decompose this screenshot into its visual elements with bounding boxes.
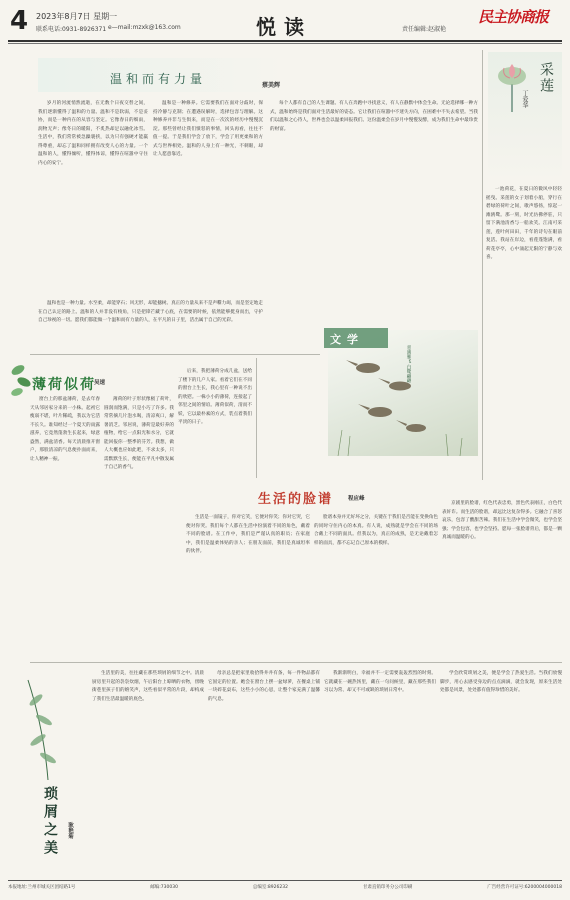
main-article-col4: 每个人都有自己的人生课题。有人在奔跑中寻找意义，有人在静默中体会生命。无论选择哪一种方式，温和始终是我们面对生活最好的姿态。它让我们在喧嚣中不迷失方向，在困难中不失去希望。当我们以温和之心待人，世界也会以温柔回报我们。这份温柔会在岁月中慢慢发酵，成为我们生命中最珍贵的财富。 (270, 101, 478, 132)
issue-date: 2023年8月7日 星期一 (36, 12, 118, 21)
header-rule (8, 40, 562, 42)
life-author: 程应峰 (348, 496, 365, 502)
fern-illustration-icon (8, 670, 88, 780)
egret-birds-icon (328, 330, 478, 456)
photo-caption: 青蒲雁飞 白鹭翩翩 (406, 345, 411, 383)
main-article-col2: 温和是一种修养。它需要我们在面对分歧时，保持冷静与克制；在遭遇误解时，选择包容与理解。这种修养并非与生俱来，而是在一次次的经历中慢慢沉淀。那些曾经让我们愤怒的事情，回头再看，往往不值一提。于是我们学会了放下，学会了用更柔和的方式与世界相处。温和的人身上有一种光，不刺眼，却让人愿意靠近。 (153, 101, 263, 157)
qiong-col2: 母亲总是把家里收拾得井井有条，每一件物品都有它固定的位置。她会在窗台上摆一盆绿萝，在餐桌上铺一块碎花桌布，这些小小的心思，让整个家充满了温馨的气息。 (208, 671, 320, 702)
newspaper-brand: 民主协商报 (478, 8, 549, 26)
life-col2: 脸谱本身并无好坏之分，关键在于我们是否能在变换角色的同时守住内心的本真。有人说，成熟就是学会在不同的场合戴上不同的面具。但我以为，真正的成熟，是无论戴着怎样的面具，都不忘记自己原本的模样。 (314, 515, 438, 546)
birds-photo (328, 330, 478, 456)
email-address[interactable]: e—mail:mzxk@163.com (108, 24, 181, 31)
literature-badge-label: 文学 (330, 333, 364, 346)
main-article-col3: 温和也是一种力量。水至柔，却能穿石；风无形，却能撼树。真正的力量从来不是声嘶力竭，而是坚定地走在自己认定的路上。温和的人并非没有棱角，只是把锋芒藏于心底，在需要的时候，依然能够挺身而出，守护自己珍视的一切。愿我们都能做一个温和而有力量的人，在平凡的日子里，活出属于自己的光彩。 (38, 301, 263, 323)
editor-contact: 联系电话:0931-8926371 (36, 26, 107, 33)
page-number: 4 (10, 6, 29, 36)
page-footer (8, 884, 562, 890)
column-divider (482, 50, 483, 480)
bohe-col2: 薄荷的叶子形状像极了荷叶，圆润而饱满，只是小巧了许多。我常常摘几片泡水喝，清凉爽口，解暑消乏。邻居说，薄荷是最好养的植物，给它一点阳光和水分，它就能回报你一整季的芬芳。我想，做人大概也应如此吧，不求太多，只需默默生长，便能在平凡中散发属于自己的香气。 (104, 397, 174, 470)
footer-print: 甘肃直销印务分公司印刷 (362, 885, 413, 890)
section-divider (30, 662, 562, 663)
life-title: 生活的脸谱 (258, 492, 334, 507)
qiong-title: 琐屑之美 (42, 786, 58, 858)
life-col1: 生活是一面镜子，你对它笑，它便对你笑；你对它哭，它便对你哭。我们每个人都在生活中扮演着不同的角色，戴着不同的脸谱。在工作中，我们是严谨认真的职员；在家庭中，我们是温柔体贴的亲人；在朋友面前，我们是真诚坦率的伙伴。 (186, 515, 310, 554)
caixian-title: 采莲 (538, 62, 554, 94)
qiong-author: 耿艳菊 (67, 822, 73, 839)
footer-license: 广告经营许可证号:6200004000018 (487, 885, 562, 890)
responsible-editor: 责任编辑:赵淑艳 (402, 26, 447, 33)
main-article-title: 温和而有力量 (110, 72, 207, 86)
page-header (0, 0, 570, 44)
header-rule-thin (8, 43, 562, 44)
mint-leaves-icon (8, 360, 34, 400)
bohe-title: 薄荷似荷 (32, 377, 96, 393)
bohe-col3: 后来，我把薄荷分成几盆，送给了楼下的几户人家。看着它们在不同的窗台上生长，我心里有一种说不出的欣慰。一株小小的薄荷，连接起了邻里之间的情谊。薄荷似荷，清而不妖，它以最朴素的方式，装点着我们平淡的日子。 (178, 369, 252, 425)
footer-postcode: 邮编:730030 (150, 885, 178, 890)
bohe-author: 吴速 (94, 380, 106, 386)
footer-phone: 总编室:8926232 (252, 885, 288, 890)
qiong-col4: 学会欣赏琐屑之美，便是学会了热爱生活。当我们放慢脚步，用心去感受身边的点点滴滴，就会发现，原来生活处处都是风景，处处都有值得珍惜的美好。 (440, 671, 562, 693)
section-divider (30, 354, 320, 355)
main-article-col1: 岁月的河流悄然流逝，在无数个日夜交替之间，我们逐渐懂得了温和的力量。温和不是软弱，不是妥协，而是一种内在的从容与坚定。它像春日的细雨，润物无声；像冬日的暖阳，不炙热却足以融化冰雪。生活中，我们常常被急躁裹挟，以为只有强硬才能赢得尊重，却忘了温和同样拥有改变人心的力量。一个温和的人，懂得倾听，懂得体谅，懂得在喧嚣中守住内心的安宁。 (38, 101, 148, 166)
life-col3: 京剧里的脸谱，红色代表忠勇，黑色代表刚正，白色代表奸诈。而生活的脸谱，却远比这复杂得多。它融合了喜怒哀乐，包容了酸甜苦辣。我们在生活中学会微笑，也学会坚强；学会包容，也学会坚持。愿每一张脸谱背后，都是一颗真诚而温暖的心。 (442, 501, 562, 540)
column-divider (256, 358, 257, 478)
section-title: 悦读 (256, 15, 312, 39)
qiong-col3: 我渐渐明白，幸福并不一定需要轰轰烈烈的时刻。它就藏在一碗热汤里，藏在一句问候里，藏在那些我们习以为常、却又不可或缺的琐屑日常中。 (324, 671, 436, 693)
footer-rule (8, 880, 562, 881)
footer-address: 本报地址:兰州市城关区团结路1号 (8, 885, 76, 890)
qiong-col1: 生活里的美，往往藏在那些琐屑的细节之中。清晨厨房里升起的袅袅炊烟，午后阳台上晾晒的衣物，傍晚街巷里孩子们的嬉笑声，这些看似平常的片段，却构成了我们生活最温暖的底色。 (92, 671, 204, 702)
main-article-author: 蔡美辉 (262, 82, 281, 89)
caixian-text: 一池荷花，在夏日的微风中轻轻摇曳。采莲的女子划着小船，穿行在碧绿的荷叶之间，歌声悠扬，惊起一滩鸥鹭。那一刻，时光仿佛停驻，只留下满池清香与一船欢笑。江南可采莲，莲叶何田田，千年的诗句在眼前复活。我站在岸边，看莲蓬饱满，看荷花亭亭，心中涌起无限的宁静与欢喜。 (486, 187, 562, 260)
caixian-author: 丁爱华 (521, 90, 528, 108)
bohe-col1: 窗台上的那盆薄荷，是去年春天从邻居家分来的一小株。起初它瘦弱不堪，叶片稀疏，我以为它活不长久。谁知经过一个夏天的雨露滋养，它竟然蓬勃生长起来，绿意盎然，满盆清香。每天清晨推开窗户，那股清凉的气息便扑面而来，让人精神一振。 (30, 397, 100, 462)
